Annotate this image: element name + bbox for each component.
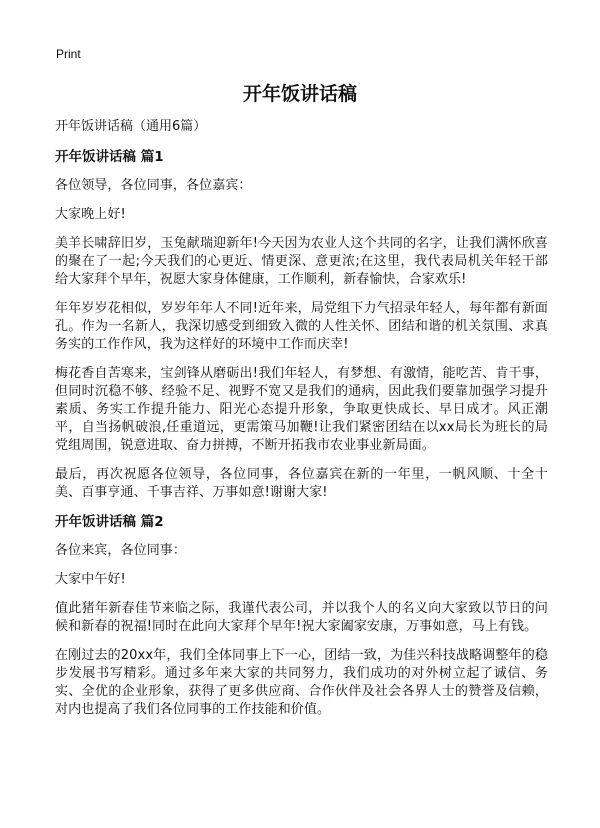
section-heading: 开年饭讲话稿 篇2: [55, 514, 164, 530]
paragraph: 大家中午好!: [55, 572, 126, 587]
print-label: Print: [56, 47, 81, 61]
document-subtitle: 开年饭讲话稿（通用6篇）: [55, 119, 207, 134]
section-1: [55, 148, 548, 502]
paragraph: 年年岁岁花相似，岁岁年年人不同!近年来，局党组下力气招录年轻人，每年都有新面孔。作为一名新人，我深切感受到细致入微的人性关怀、团结和谐的机关氛围、求真务实的工作作风，我为这样好的环境中工作而庆幸!: [55, 301, 548, 352]
paragraph: 在刚过去的20xx年，我们全体同事上下一心，团结一致，为佳兴科技战略调整年的稳步发展书写精彩。通过多年来大家的共同努力，我们成功的对外树立起了诚信、务实、全优的企业形象，获得了更多供应商、合作伙伴及社会各界人士的赞誉及信赖，对内也提高了我们各位同事的工作技能和价值。: [55, 648, 548, 717]
section-heading: 开年饭讲话稿 篇1: [55, 149, 164, 165]
paragraph: 各位领导，各位同事，各位嘉宾：: [55, 178, 252, 193]
paragraph: 美羊长啸辞旧岁，玉兔献瑞迎新年!今天因为农业人这个共同的名字，让我们满怀欣喜的聚在了一起;今天我们的心更近、情更深、意更浓;在这里，我代表局机关年轻干部给大家拜个早年，祝愿大家身体健康，工作顺利，新春愉快，合家欢乐!: [55, 236, 548, 287]
paragraph: 最后，再次祝愿各位领导，各位同事，各位嘉宾在新的一年里，一帆风顺、十全十美、百事亨通、千事吉祥、万事如意!谢谢大家!: [55, 467, 548, 500]
paragraph: 大家晚上好!: [55, 207, 126, 222]
paragraph: 值此猪年新春佳节来临之际，我谨代表公司，并以我个人的名义向大家致以节日的问候和新春的祝福!同时在此向大家拜个早年!祝大家阖家安康，万事如意，马上有钱。: [55, 601, 548, 634]
document-body: [55, 118, 548, 730]
document-title: 开年饭讲话稿: [242, 83, 357, 105]
paragraph: 梅花香自苦寒来，宝剑锋从磨砺出!我们年轻人，有梦想、有激情，能吃苦、肯干事，但同时沉稳不够、经验不足、视野不宽又是我们的通病，因此我们要靠加强学习提升素质、务实工作提升能力、阳光心态提升形象，争取更快成长、早日成才。风正潮平，自当扬帆破浪,任重道远，更需策马加鞭!让我们紧密团结在以xx局长为班长的局党组周围，锐意进取、奋力拼搏，不断开拓我市农业事业新局面。: [55, 366, 548, 453]
section-2: [55, 513, 548, 719]
paragraph: 各位来宾，各位同事：: [55, 543, 187, 558]
